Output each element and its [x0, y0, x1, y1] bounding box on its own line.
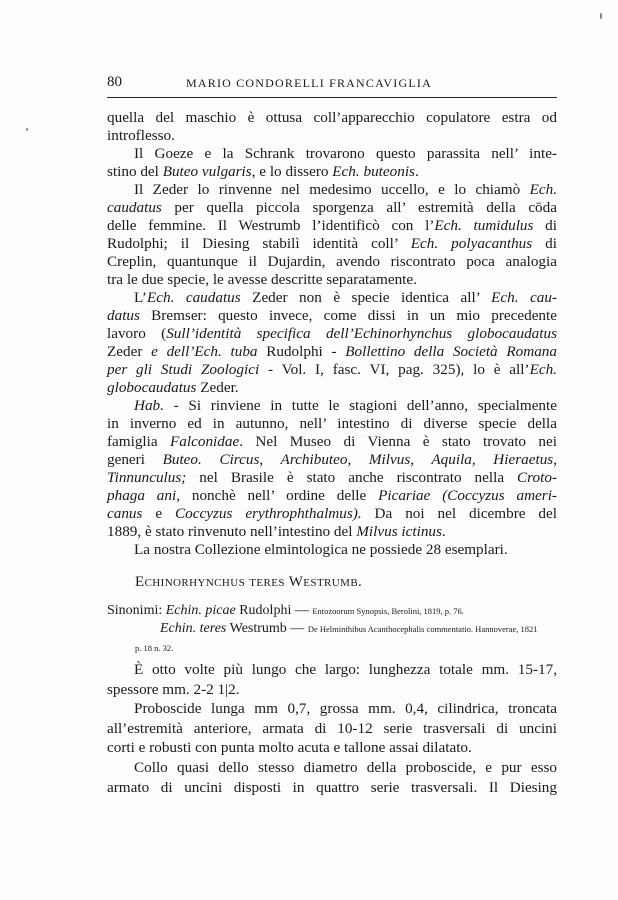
header-rule	[107, 97, 557, 98]
text-segment: all’estremità anteriore, armata di 10-12 serie trasversali di uncini	[107, 719, 557, 737]
italic-text: Tinnunculus;	[107, 469, 187, 486]
italic-text: Buteo. Circus, Archibuteo, Milvus, Aquila, Hieraetus,	[162, 451, 558, 468]
text-segment: Rudolphi -	[257, 343, 346, 360]
italic-text: Picariae (Coccyzus ameri-	[378, 487, 557, 504]
text-segment: lavoro (	[107, 325, 167, 342]
text-segment: quella del maschio è ottusa coll’apparecchio copulatore estra od	[107, 109, 557, 126]
text-segment: È otto volte più lungo che largo: lunghezza totale mm. 15-17,	[134, 661, 557, 678]
text-line	[107, 415, 557, 433]
italic-text: per gli Studi Zoologici	[107, 361, 260, 378]
italic-text: Falconidae	[170, 433, 240, 450]
text-segment: - Si rinviene in tutte le stagioni dell’anno, specialmente	[163, 397, 557, 414]
text-line	[107, 199, 557, 217]
page-number: 80	[107, 74, 122, 90]
text-line	[107, 469, 557, 487]
italic-text: Hab.	[134, 397, 164, 414]
text-line	[107, 145, 557, 163]
synonym-reference: p. 18 n. 32.	[135, 643, 174, 653]
text-line	[107, 361, 557, 379]
text-segment: corti e robusti con punta molto acuta e tallone assai dilatato.	[107, 739, 472, 757]
text-line	[107, 379, 557, 397]
text-line	[107, 343, 557, 361]
text-line	[107, 523, 557, 541]
synonyms-label: Sinonimi:	[107, 603, 163, 618]
italic-text: Ech. tumidulus	[434, 217, 534, 234]
text-segment: Zeder.	[196, 379, 239, 396]
synonym-name: Echin. teres	[160, 621, 227, 636]
text-segment: generi	[107, 451, 163, 468]
italic-text: Sull’identità specifica dell’Echinorhynchus globocaudatus	[166, 325, 557, 342]
text-segment: - Vol. I, fasc. VI, pag. 325), lo è all’	[259, 361, 530, 378]
italic-text: Ech.	[529, 181, 557, 198]
text-line	[107, 758, 557, 778]
text-segment: di	[533, 217, 557, 234]
text-segment: delle femmine. Il Westrumb l’identificò con l’	[107, 217, 435, 234]
text-segment: .	[441, 523, 446, 540]
synonym-author: Westrumb —	[226, 621, 308, 636]
text-line	[107, 289, 557, 307]
italic-text: Milvus ictinus	[356, 523, 442, 540]
italic-text: Buteo vulgaris	[162, 163, 252, 180]
text-segment: , nonchè nell’ ordine delle	[176, 487, 379, 504]
italic-text: caudatus	[107, 199, 162, 216]
italic-text: e dell’Ech. tuba	[151, 343, 258, 360]
synonym-reference: Entozoorum Synopsis, Berolini, 1819, p. 76.	[312, 606, 464, 616]
text-line	[107, 307, 557, 325]
synonym-2	[160, 621, 538, 637]
text-segment: armato di uncini disposti in quattro serie trasversali. Il Diesing	[107, 778, 557, 796]
text-segment: .	[414, 163, 419, 180]
text-line	[107, 217, 557, 235]
text-segment: . Nel Museo di Vienna è stato trovato nei	[239, 433, 557, 450]
text-segment: Proboscide lunga mm 0,7, grossa mm. 0,4, cilindrica, troncata	[134, 700, 557, 718]
italic-text: globocaudatus	[107, 379, 197, 396]
italic-text: Ech. cau-	[491, 289, 558, 306]
species-heading: Echinorhynchus teres Westrumb.	[135, 574, 363, 590]
text-segment: Zeder	[107, 343, 152, 360]
synonym-author: Rudolphi —	[235, 603, 313, 618]
text-line	[107, 109, 557, 127]
text-line	[107, 541, 557, 559]
text-segment: Creplin, quantunque il Dujardin, avendo riscontrato poca analogia	[107, 253, 557, 270]
text-segment: in inverno ed in autunno, nell’ intestino di diverse specie della	[107, 415, 557, 432]
text-segment: L’	[134, 289, 147, 306]
synonym-2-continued	[135, 640, 173, 656]
text-line	[107, 235, 557, 253]
synonym-reference: De Helminthibus Acanthocephalis commentatio. Hannoverae, 1821	[307, 624, 538, 634]
text-line	[107, 163, 557, 181]
text-line	[107, 253, 557, 271]
text-segment: stino del	[107, 163, 163, 180]
synonym-1	[107, 603, 464, 619]
text-line	[107, 680, 557, 700]
italic-text: canus	[107, 505, 143, 522]
text-line	[107, 433, 557, 451]
italic-text: Ech. polyacanthus	[410, 235, 533, 252]
text-line	[107, 451, 557, 469]
text-segment: 1889, è stato rinvenuto nell’intestino del	[107, 523, 357, 540]
text-line	[107, 325, 557, 343]
italic-text: Coccyzus erythrophthalmus).	[175, 505, 362, 522]
text-segment: famiglia	[107, 433, 171, 450]
text-segment: di	[532, 235, 557, 252]
text-segment: Bremser: questo invece, come dissi in un mio precedente	[139, 307, 557, 324]
text-line	[107, 181, 557, 199]
text-line	[107, 719, 557, 739]
text-line	[107, 271, 557, 289]
text-segment: tra le due specie, le avesse descritte separatamente.	[107, 271, 417, 288]
text-line	[107, 699, 557, 719]
italic-text: phaga ani	[107, 487, 177, 504]
text-line	[107, 660, 557, 680]
text-segment: , e lo dissero	[251, 163, 333, 180]
running-head: MARIO CONDORELLI FRANCAVIGLIA	[186, 76, 432, 90]
italic-text: Ech. caudatus	[146, 289, 241, 306]
text-segment: La nostra Collezione elmintologica ne possiede 28 esemplari.	[134, 541, 508, 558]
text-line	[107, 778, 557, 798]
text-segment: spessore mm. 2-2 1|2.	[107, 680, 240, 698]
italic-text: Ech. buteonis	[332, 163, 415, 180]
text-segment: Il Goeze e la Schrank trovarono questo parassita nell’ inte-	[134, 145, 557, 162]
text-segment: introflesso.	[107, 127, 175, 144]
text-segment: e	[142, 505, 176, 522]
italic-text: Bollettino della Società Romana	[345, 343, 557, 360]
scan-speck	[26, 128, 28, 131]
text-segment: Da noi nel dicembre del	[361, 505, 557, 522]
text-line	[107, 738, 557, 758]
text-segment: Il Zeder lo rinvenne nel medesimo uccello, e lo chiamò	[134, 181, 530, 198]
italic-text: Croto-	[517, 469, 557, 486]
synonym-name: Echin. picae	[165, 603, 236, 618]
text-segment: Collo quasi dello stesso diametro della proboscide, e pur esso	[134, 759, 557, 776]
text-segment: Zeder non è specie identica all’	[240, 289, 492, 306]
italic-text: Ech.	[529, 361, 557, 378]
italic-text: datus	[107, 307, 140, 324]
text-segment: Rudolphi; il Diesing stabilì identità coll’	[107, 235, 411, 252]
text-line	[107, 505, 557, 523]
text-segment: per quella piccola sporgenza all’ estremità della cōda	[161, 199, 557, 216]
text-line	[107, 397, 557, 415]
text-line	[107, 487, 557, 505]
scan-speck	[600, 13, 602, 19]
text-line	[107, 127, 557, 145]
text-segment: nel Brasile è stato anche riscontrato nella	[186, 469, 518, 486]
